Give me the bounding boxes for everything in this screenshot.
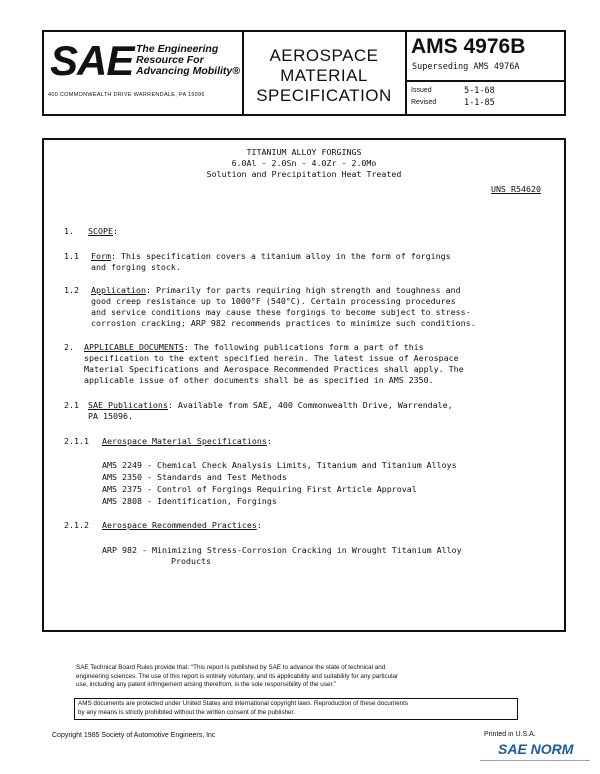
header-divider [405,30,407,116]
sae-address: 400 COMMONWEALTH DRIVE WARRENDALE, PA 15096 [48,92,205,98]
revised-label: Revised [411,99,437,106]
spec-condition: Solution and Precipitation Heat Treated [206,169,402,179]
subsection-heading: Aerospace Recommended Practices: [102,520,262,530]
section-heading: SCOPE: [88,226,118,236]
sae-norm-watermark: SAE NORM [498,741,574,757]
reference-item: AMS 2350 - Standards and Test Methods [102,472,287,482]
technical-board-rules: SAE Technical Board Rules provide that: “This report is published by SAE to advance the state of technical and engineering sciences. The use of this report is entirely voluntary, and its applicability and suitability for any particular use, including any patent infringement arising therefrom, is the sole responsibility of the user.” [76,664,399,688]
document-number: AMS 4976B [411,35,526,58]
reference-item: AMS 2249 - Chemical Check Analysis Limits, Titanium and Titanium Alloys [102,460,457,470]
paragraph-line: PA 15096. [88,411,133,421]
reference-item: Products [171,556,211,566]
revised-date: 1-1-85 [464,98,495,108]
header-divider [405,80,566,82]
printed-in: Printed in U.S.A. [484,731,536,738]
watermark-rule [480,760,590,764]
superseding-note: Superseding AMS 4976A [412,62,520,72]
paragraph-line: applicable issue of other documents shall be as specified in AMS 2350. [84,375,434,385]
issued-label: Issued [411,87,432,94]
paragraph-line: and forging stock. [91,262,181,272]
reference-item: ARP 982 - Minimizing Stress-Corrosion Cracking in Wrought Titanium Alloy [102,545,462,555]
section-number: 2.1 [64,400,79,410]
spec-title: TITANIUM ALLOY FORGINGS [246,147,362,157]
reference-item: AMS 2808 - Identification, Forgings [102,496,277,506]
paragraph-line: SAE Publications: Available from SAE, 400 Commonwealth Drive, Warrendale, [88,400,453,410]
sae-tagline: The Engineering Resource For Advancing Mobility® [136,43,240,77]
uns-number: UNS R54620 [491,184,541,194]
paragraph-line: Material Specifications and Aerospace Recommended Practices shall apply. The [84,364,464,374]
paragraph-line: Form: This specification covers a titanium alloy in the form of forgings [91,251,451,261]
copyright-line: Copyright 1985 Society of Automotive Engineers, Inc [52,732,216,739]
section-number: 2.1.1 [64,436,89,446]
spec-composition: 6.0Al - 2.0Sn - 4.0Zr - 2.0Mo [231,158,377,168]
reference-item: AMS 2375 - Control of Forgings Requiring First Article Approval [102,484,417,494]
document-type: AEROSPACE MATERIAL SPECIFICATION [256,46,392,105]
paragraph-line: good creep resistance up to 1000°F (540°C). Certain processing procedures [91,296,456,306]
section-number: 1.1 [64,251,79,261]
issued-date: 5-1-68 [464,86,495,96]
copyright-notice: AMS documents are protected under United States and international copyright laws. Reproduction of these documents by any means is strictly prohibited without the written consent of the publisher. [74,698,518,720]
paragraph-line: and service conditions may cause these forgings to become subject to stress- [91,307,471,317]
paragraph-line: specification to the extent specified herein. The latest issue of Aerospace [84,353,459,363]
paragraph-line: corrosion cracking; ARP 982 recommends practices to minimize such conditions. [91,318,476,328]
subsection-heading: Aerospace Material Specifications: [102,436,272,446]
section-number: 2.1.2 [64,520,89,530]
paragraph-line: Application: Primarily for parts requiring high strength and toughness and [91,285,461,295]
section-number: 1. [64,226,74,236]
section-number: 2. [64,342,74,352]
sae-logo: SAE [50,37,134,84]
paragraph-line: APPLICABLE DOCUMENTS: The following publications form a part of this [84,342,424,352]
section-number: 1.2 [64,285,79,295]
